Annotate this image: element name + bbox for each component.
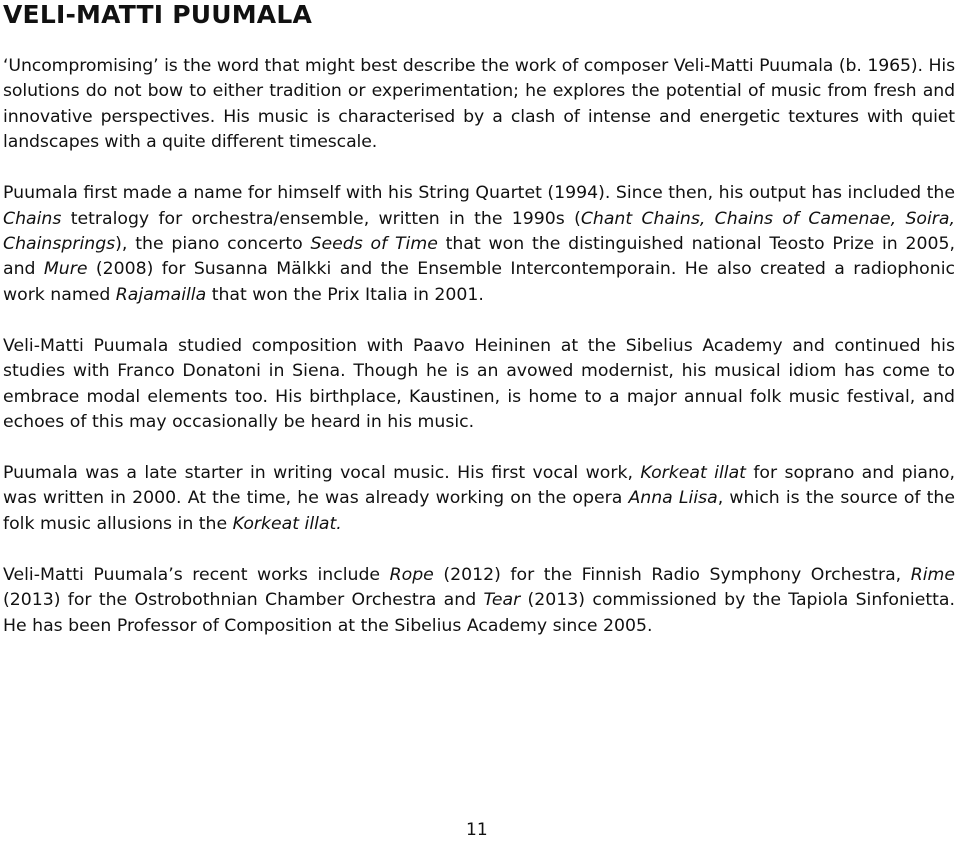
- work-title: Chains: [3, 208, 62, 229]
- paragraph-recent-works: [3, 563, 955, 639]
- paragraph-intro: [3, 54, 955, 156]
- text-segment: that won the distinguished national Teosto Prize in 2005, and: [3, 234, 955, 280]
- text-segment: tetralogy for orchestra/ensemble, written in the 1990s (: [61, 208, 581, 229]
- work-title: Mure: [43, 259, 88, 280]
- text-segment: for soprano and piano, was written in 2000. At the time, he was already working on the opera: [3, 463, 955, 509]
- work-title: Korkeat illat: [640, 463, 746, 484]
- text-segment: Veli-Matti Puumala studied composition with Paavo Heininen at the Sibelius Academy and continued his studies with Franco Donatoni in Siena. Though he is an avowed modernist, his musical idiom has come to embrace modal elements too. His birthplace, Kaustinen, is home to a major annual folk music festival, and echoes of this may occasionally be heard in his music.: [3, 335, 955, 433]
- text-segment: (2013) for the Ostrobothnian Chamber Orchestra and: [3, 590, 484, 611]
- work-title: Korkeat illat.: [232, 513, 342, 534]
- text-segment: ‘Uncompromising’ is the word that might best describe the work of composer Veli-Matti Puumala (b. 1965). His solutions do not bow to either tradition or experimentation; he explores the potential of music from fresh and innovative perspectives. His music is characterised by a clash of intense and energetic textures with quiet landscapes with a quite different timescale.: [3, 56, 955, 153]
- work-title: Rime: [910, 564, 955, 585]
- text-segment: (2013) commissioned by the Tapiola Sinfonietta. He has been Professor of Composition at the Sibelius Academy since 2005.: [3, 590, 955, 636]
- text-segment: , which is the source of the folk music allusions in the: [3, 488, 956, 534]
- paragraph-studies: [3, 334, 955, 436]
- text-segment: Veli-Matti Puumala’s recent works include: [3, 564, 390, 585]
- text-segment: ), the piano concerto: [115, 234, 311, 255]
- text-segment: (2008) for Susanna Mälkki and the Ensemble Intercontemporain. He also created a radiophonic work named: [3, 259, 955, 305]
- text-segment: Puumala was a late starter in writing vocal music. His first vocal work,: [3, 463, 641, 484]
- work-title: Anna Liisa: [628, 488, 718, 509]
- body-text: [3, 54, 955, 639]
- work-title: Chant Chains, Chains of Camenae, Soira, Chainsprings: [3, 208, 955, 255]
- paragraph-vocal-music: [3, 461, 955, 537]
- paragraph-works: [3, 181, 955, 308]
- text-segment: Puumala first made a name for himself with his String Quartet (1994). Since then, his output has included the: [3, 183, 955, 204]
- work-title: Tear: [483, 590, 521, 611]
- work-title: Rope: [389, 564, 434, 585]
- work-title: Rajamailla: [115, 284, 207, 305]
- document-title: VELI-MATTI PUUMALA: [3, 0, 313, 29]
- work-title: Seeds of Time: [310, 234, 438, 255]
- text-segment: that won the Prix Italia in 2001.: [206, 284, 484, 305]
- page-number: 11: [466, 820, 488, 840]
- text-segment: (2012) for the Finnish Radio Symphony Orchestra,: [433, 564, 911, 585]
